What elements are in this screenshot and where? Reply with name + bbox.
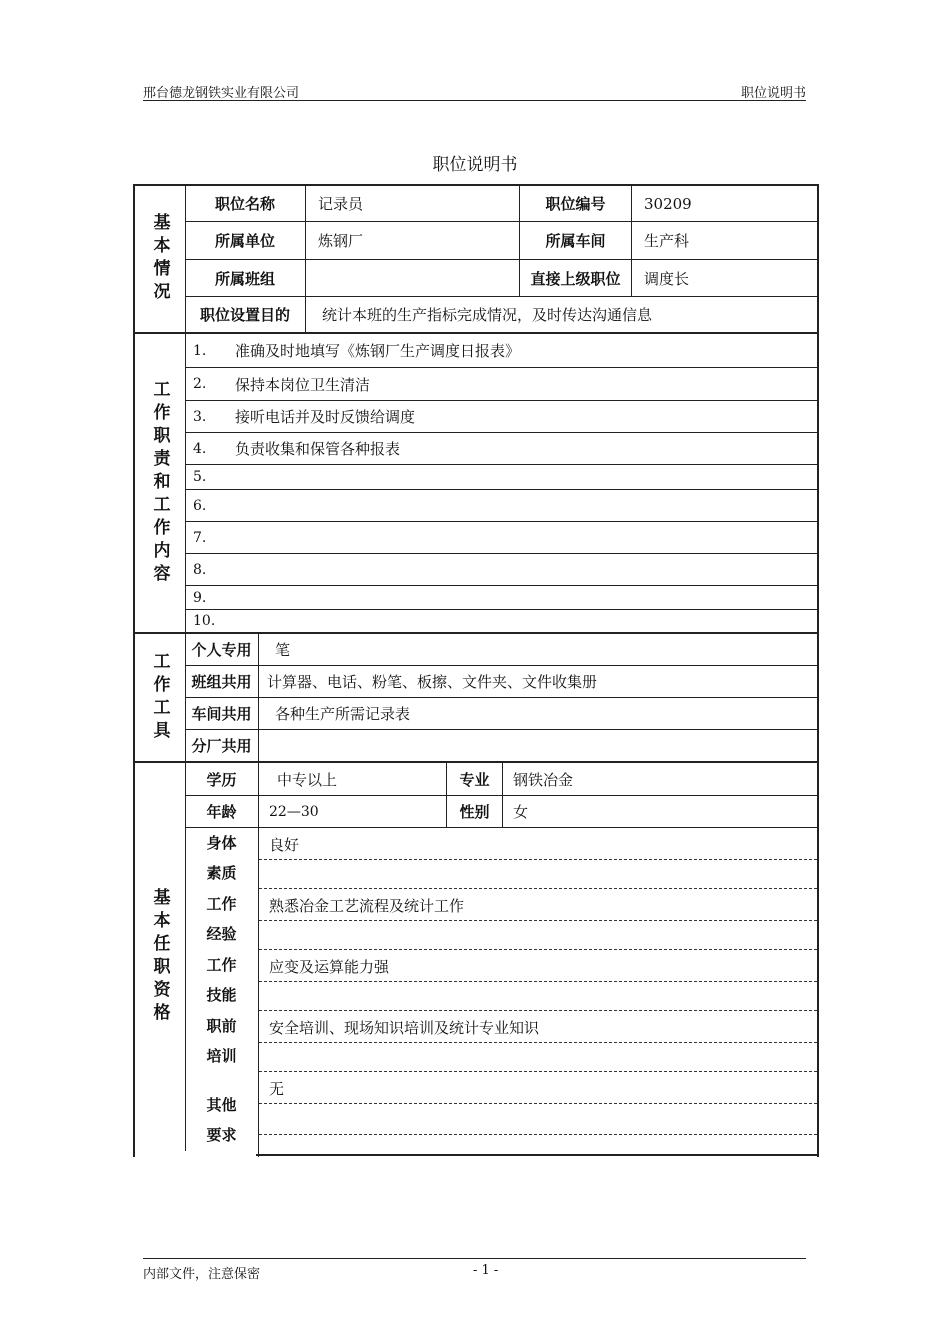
company-name: 邢台德龙钢铁实业有限公司 (143, 86, 300, 101)
physique-row: 身体 素质 良好 (185, 828, 817, 889)
duty-item: 1. 准确及时地填写《炼钢厂生产调度日报表》 (185, 334, 817, 368)
tool-row: 车间共用 各种生产所需记录表 (185, 698, 817, 730)
duty-item: 4. 负责收集和保管各种报表 (185, 433, 817, 465)
workshop-label: 所属车间 (519, 222, 631, 259)
unit-label: 所属单位 (214, 232, 275, 250)
tools-section (133, 632, 819, 763)
confidential-note: 内部文件，注意保密 (143, 1267, 261, 1282)
duty-item: 7. (185, 522, 817, 554)
superior-label: 直接上级职位 (519, 260, 631, 296)
position-name-label: 职位名称 (214, 195, 275, 213)
basic-info-section (133, 184, 819, 334)
unit-value: 炼钢厂 (305, 222, 519, 259)
skills-row: 工作 技能 应变及运算能力强 (185, 950, 817, 1011)
table-bottom-border (256, 1154, 819, 1156)
duty-item: 10. (193, 613, 216, 629)
page-title: 职位说明书 (432, 155, 518, 175)
superior-value: 调度长 (631, 260, 817, 296)
team-row (185, 260, 817, 297)
duty-item: 8. (185, 554, 817, 586)
workshop-value: 生产科 (631, 222, 817, 259)
doc-type: 职位说明书 (740, 86, 806, 101)
duty-item: 3. 接听电话并及时反馈给调度 (185, 401, 817, 433)
purpose-row (185, 297, 817, 332)
duties-label: 工作职责和工作内容 (135, 334, 186, 632)
page-footer (143, 1258, 806, 1282)
position-code-value: 30209 (631, 186, 817, 221)
page-number: - 1 - (473, 1263, 499, 1278)
duty-item: 2. 保持本岗位卫生清洁 (185, 368, 817, 401)
position-name-value: 记录员 (305, 186, 519, 221)
position-code-label: 职位编号 (519, 186, 631, 221)
tools-label: 工作工具 (135, 634, 186, 761)
other-row: 其他 要求 无 (185, 1072, 817, 1157)
duty-item: 5. (185, 465, 817, 490)
education-row: 学历 中专以上 专业 钢铁冶金 (185, 763, 817, 796)
tool-row: 个人专用 笔 (185, 634, 817, 666)
unit-row (185, 222, 817, 260)
duty-item: 6. (185, 490, 817, 522)
training-row: 职前 培训 安全培训、现场知识培训及统计专业知识 (185, 1011, 817, 1072)
team-value (305, 260, 519, 296)
basic-info-label: 基本情况 (135, 186, 186, 332)
tool-row: 分厂共用 (185, 730, 817, 761)
qualifications-label: 基本任职资格 (135, 763, 186, 1151)
age-row: 年龄 22—30 性别 女 (185, 796, 817, 828)
purpose-value: 统计本班的生产指标完成情况，及时传达沟通信息 (305, 297, 817, 332)
qualifications-section (133, 761, 819, 1157)
page-header (143, 82, 806, 101)
team-label: 所属班组 (214, 269, 275, 288)
position-row (185, 186, 817, 222)
duty-item: 9. (185, 586, 817, 610)
purpose-label: 职位设置目的 (199, 306, 290, 324)
training-value: 安全培训、现场知识培训及统计专业知识 (269, 1019, 540, 1037)
physique-value: 良好 (269, 836, 300, 854)
duties-section (133, 332, 819, 634)
experience-row: 工作 经验 熟悉冶金工艺流程及统计工作 (185, 889, 817, 950)
tool-row: 班组共用 计算器、电话、粉笔、板擦、文件夹、文件收集册 (185, 666, 817, 698)
other-value: 无 (269, 1080, 285, 1098)
experience-value: 熟悉冶金工艺流程及统计工作 (269, 897, 465, 915)
skills-value: 应变及运算能力强 (269, 958, 390, 976)
